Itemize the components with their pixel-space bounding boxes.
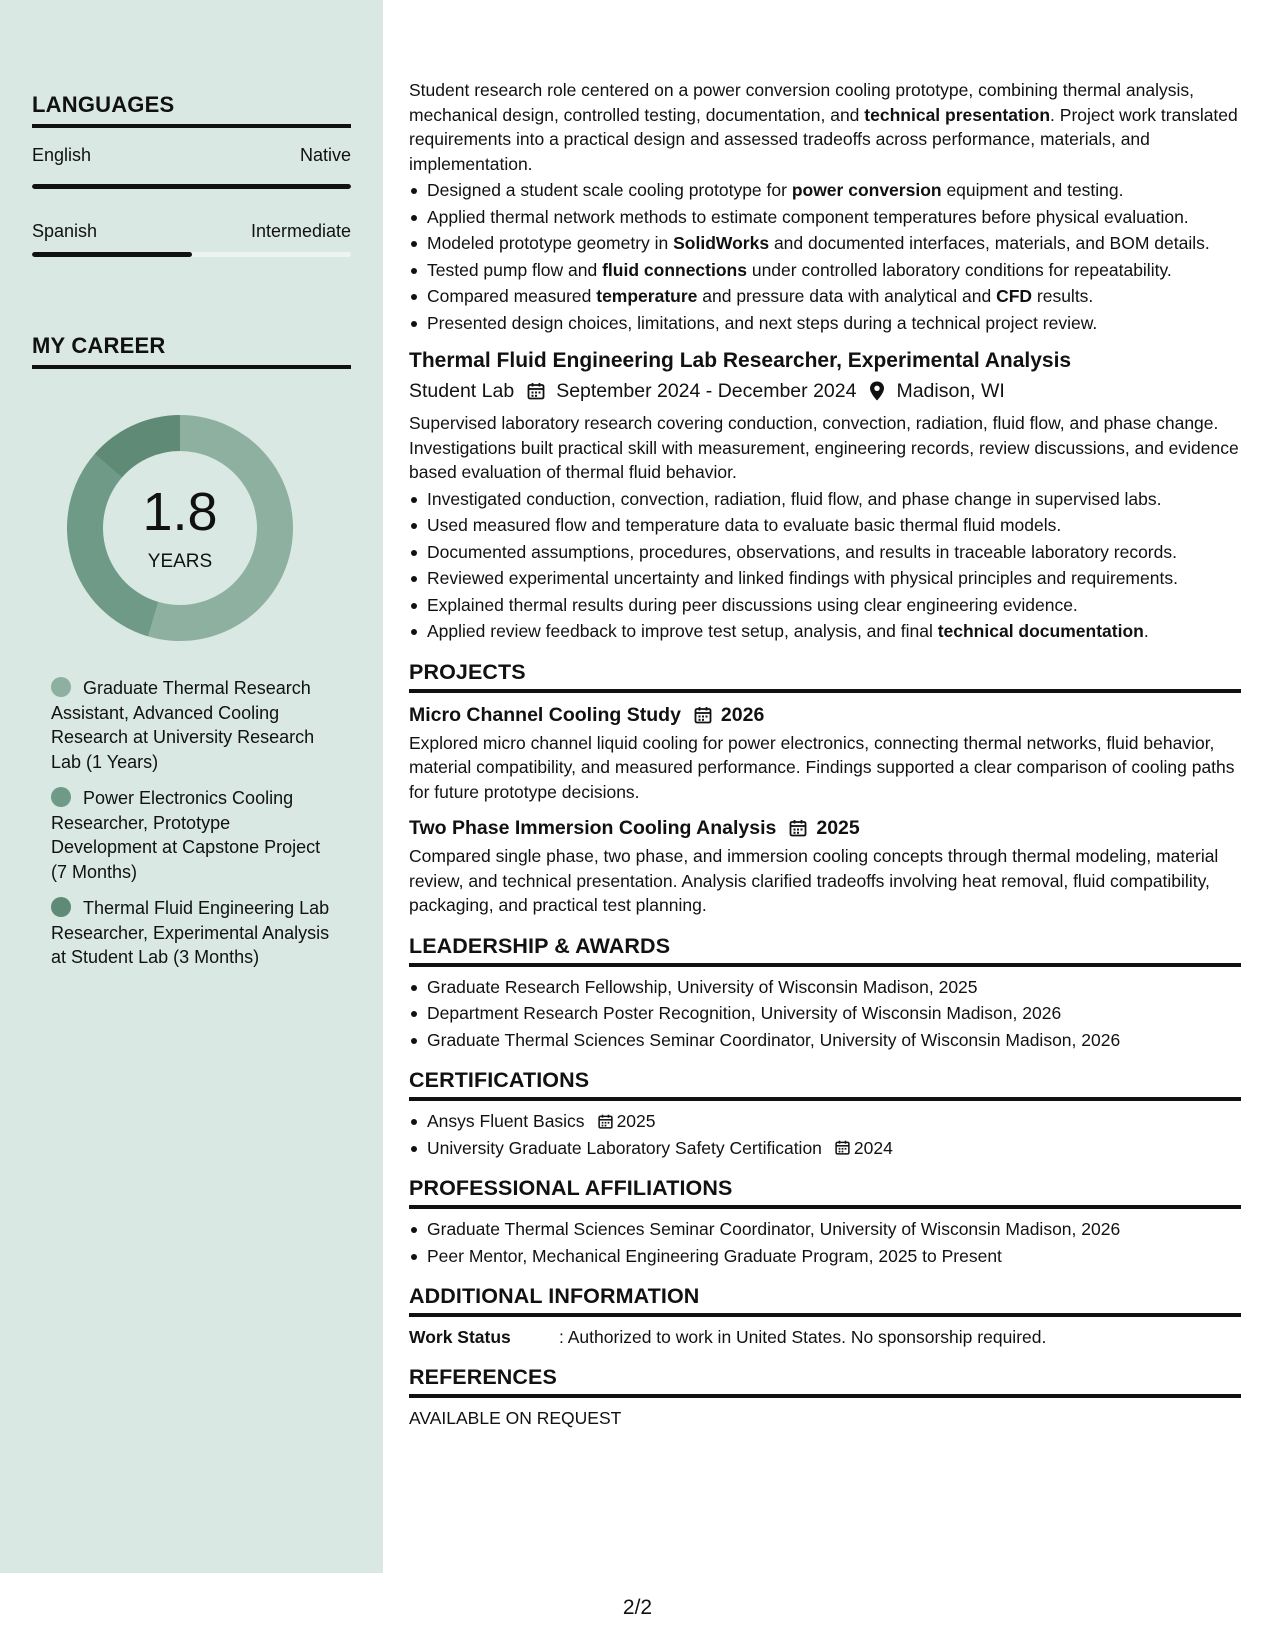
language-level: Native bbox=[299, 145, 351, 165]
language-name: Spanish bbox=[32, 221, 98, 241]
languages-heading: LANGUAGES bbox=[32, 92, 351, 128]
project-description: Explored micro channel liquid cooling for power electronics, connecting thermal networks, fluid behavior, material compatibility, and measured performance. Findings supported a clear comparison of cooling paths for future prototype decisions. bbox=[409, 732, 1235, 802]
career-legend-text: Graduate Thermal Research Assistant, Advanced Cooling Research at University Research Lab (1 Years) bbox=[51, 678, 315, 772]
project-description: Compared single phase, two phase, and immersion cooling concepts through thermal modeling, material review, and technical presentation. Analysis clarified tradeoffs involving heat removal, fluid compatibility, packaging, and practical test planning. bbox=[409, 846, 1219, 915]
legend-dot-icon bbox=[51, 787, 71, 807]
work-status-label: Work Status bbox=[409, 1327, 511, 1347]
list-item: Department Research Poster Recognition, University of Wisconsin Madison, 2026 bbox=[409, 1001, 1241, 1026]
list-item: Tested pump flow and fluid connections under controlled laboratory conditions for repeatability. bbox=[409, 258, 1241, 283]
project-title bbox=[409, 701, 1241, 729]
work-status-row bbox=[409, 1325, 1241, 1349]
main-content bbox=[409, 78, 1241, 1431]
certification-name: Ansys Fluent Basics bbox=[427, 1111, 585, 1131]
legend-dot-icon bbox=[51, 677, 71, 697]
language-level: Intermediate bbox=[250, 221, 351, 241]
language-row-spanish bbox=[32, 221, 351, 242]
job-summary: Supervised laboratory research covering conduction, convection, radiation, fluid flow, and phase change. Investigations built practical skill with measurement, engineering records, review discussions, and evidence based evaluation of thermal fluid behavior. bbox=[409, 413, 1239, 482]
language-bar-english bbox=[32, 184, 351, 189]
intro-bullets bbox=[409, 178, 1241, 335]
career-heading: MY CAREER bbox=[32, 333, 351, 369]
job-dates: September 2024 - December 2024 bbox=[556, 380, 857, 402]
career-total-unit: YEARS bbox=[147, 551, 213, 572]
list-item: Peer Mentor, Mechanical Engineering Graduate Program, 2025 to Present bbox=[409, 1244, 1241, 1269]
job-bullets bbox=[409, 487, 1241, 644]
projects-heading: PROJECTS bbox=[409, 660, 1241, 693]
text-bold: technical presentation bbox=[864, 104, 1051, 125]
language-row-english bbox=[32, 145, 351, 166]
certification-year: 2025 bbox=[616, 1111, 656, 1131]
text-segment: Student research role centered on a power conversion cooling prototype, combining thermal analysis, mechanical design, controlled testing, documentation, and bbox=[409, 80, 1195, 125]
job-title: Thermal Fluid Engineering Lab Researcher, Experimental Analysis bbox=[409, 349, 1072, 372]
career-legend bbox=[51, 676, 331, 982]
list-item: Compared measured temperature and pressure data with analytical and CFD results. bbox=[409, 284, 1241, 309]
career-legend-text: Thermal Fluid Engineering Lab Researcher, Experimental Analysis at Student Lab (3 Months) bbox=[51, 898, 330, 967]
leadership-list bbox=[409, 975, 1241, 1053]
list-item: Modeled prototype geometry in SolidWorks and documented interfaces, materials, and BOM details. bbox=[409, 231, 1241, 256]
project-year: 2025 bbox=[816, 817, 860, 839]
career-legend-item bbox=[51, 896, 331, 970]
language-bar-spanish bbox=[32, 252, 351, 257]
list-item bbox=[409, 1109, 1241, 1134]
intro-summary bbox=[409, 78, 1241, 176]
legend-dot-icon bbox=[51, 897, 71, 917]
list-item: Graduate Research Fellowship, University of Wisconsin Madison, 2025 bbox=[409, 975, 1241, 1000]
career-legend-item bbox=[51, 786, 331, 884]
project-year: 2026 bbox=[720, 703, 765, 726]
project-name: Two Phase Immersion Cooling Analysis bbox=[409, 817, 777, 839]
sidebar bbox=[0, 0, 383, 1573]
list-item: Presented design choices, limitations, and next steps during a technical project review. bbox=[409, 311, 1241, 336]
job-meta bbox=[409, 377, 1241, 405]
language-bar-fill bbox=[32, 252, 192, 257]
additional-info-heading: ADDITIONAL INFORMATION bbox=[409, 1284, 1241, 1317]
calendar-icon bbox=[597, 1113, 614, 1130]
calendar-icon bbox=[788, 818, 808, 838]
certifications-list bbox=[409, 1109, 1241, 1160]
page-number: 2/2 bbox=[622, 1596, 653, 1619]
certification-year: 2024 bbox=[853, 1137, 893, 1158]
list-item: Used measured flow and temperature data to evaluate basic thermal fluid models. bbox=[409, 513, 1241, 538]
certifications-heading: CERTIFICATIONS bbox=[409, 1068, 1241, 1101]
calendar-icon bbox=[693, 705, 713, 725]
career-legend-item bbox=[51, 676, 331, 774]
work-status-value: : Authorized to work in United States. No sponsorship required. bbox=[559, 1327, 1047, 1347]
list-item: Explained thermal results during peer discussions using clear engineering evidence. bbox=[409, 593, 1241, 618]
list-item: Applied thermal network methods to estimate component temperatures before physical evaluation. bbox=[409, 205, 1241, 230]
career-legend-text: Power Electronics Cooling Researcher, Prototype Development at Capstone Project (7 Months) bbox=[51, 788, 321, 882]
list-item: Reviewed experimental uncertainty and linked findings with physical principles and requirements. bbox=[409, 566, 1241, 591]
language-name: English bbox=[32, 145, 92, 165]
list-item bbox=[409, 1136, 1241, 1161]
list-item: Investigated conduction, convection, radiation, fluid flow, and phase change in supervised labs. bbox=[409, 487, 1241, 512]
list-item: Graduate Thermal Sciences Seminar Coordinator, University of Wisconsin Madison, 2026 bbox=[409, 1217, 1241, 1242]
calendar-icon bbox=[526, 381, 546, 401]
list-item: Documented assumptions, procedures, observations, and results in traceable laboratory records. bbox=[409, 540, 1241, 565]
text-segment: . Project work translated requirements into a practical design and assessed tradeoffs across performance, materials, and implementation. bbox=[409, 104, 1238, 174]
leadership-heading: LEADERSHIP & AWARDS bbox=[409, 934, 1241, 967]
language-bar-fill bbox=[32, 184, 351, 189]
project-title bbox=[409, 814, 1241, 842]
references-heading: REFERENCES bbox=[409, 1365, 1241, 1398]
list-item: Applied review feedback to improve test setup, analysis, and final technical documentation. bbox=[409, 619, 1241, 644]
list-item: Graduate Thermal Sciences Seminar Coordinator, University of Wisconsin Madison, 2026 bbox=[409, 1028, 1241, 1053]
list-item: Designed a student scale cooling prototype for power conversion equipment and testing. bbox=[409, 178, 1241, 203]
references-text: AVAILABLE ON REQUEST bbox=[409, 1408, 622, 1428]
job-org: Student Lab bbox=[409, 380, 515, 402]
affiliations-heading: PROFESSIONAL AFFILIATIONS bbox=[409, 1176, 1241, 1209]
certification-name: University Graduate Laboratory Safety Certification bbox=[427, 1137, 822, 1158]
project-name: Micro Channel Cooling Study bbox=[409, 703, 681, 726]
calendar-icon bbox=[834, 1139, 851, 1156]
job-location: Madison, WI bbox=[896, 380, 1005, 402]
map-pin-icon bbox=[868, 380, 886, 402]
affiliations-list bbox=[409, 1217, 1241, 1268]
career-donut-chart bbox=[67, 415, 293, 641]
career-total-value: 1.8 bbox=[142, 482, 218, 542]
